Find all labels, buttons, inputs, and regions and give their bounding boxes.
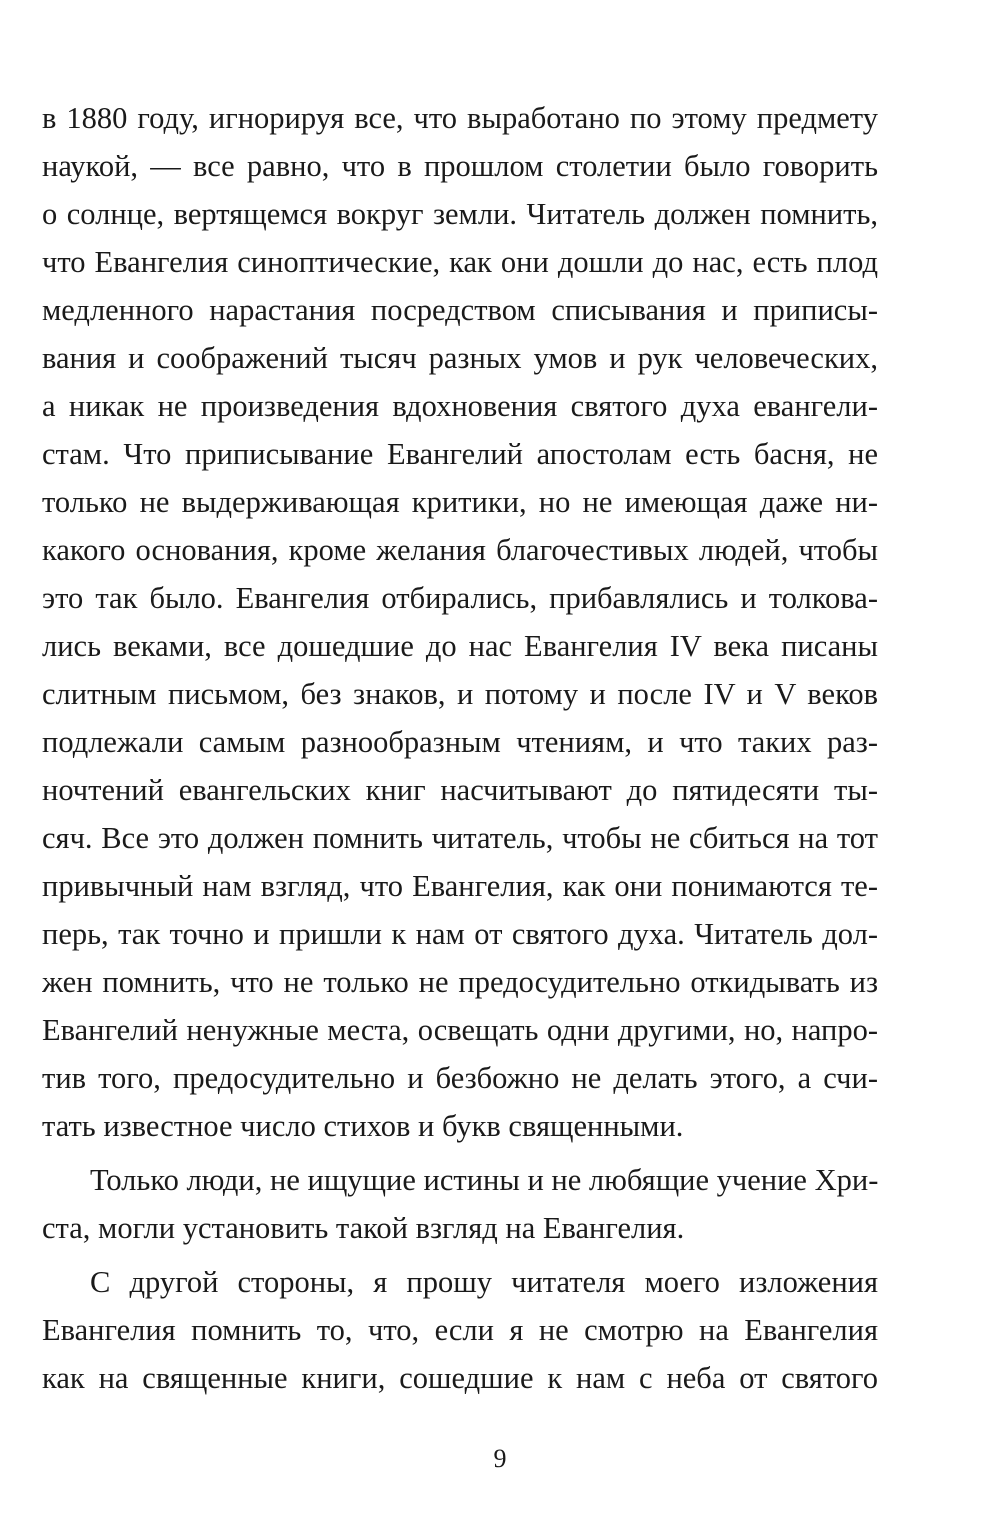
text-line: перь, так точно и пришли к нам от святого духа. Читатель дол- (42, 917, 878, 951)
text-line: как на священные книги, сошедшие к нам с неба от святого (42, 1361, 878, 1395)
text-line: ста, могли установить такой взгляд на Евангелия. (42, 1211, 685, 1245)
text-line: Евангелия помнить то, что, если я не смотрю на Евангелия (42, 1313, 878, 1347)
text-line: слитным письмом, без знаков, и потому и после IV и V веков (42, 677, 878, 711)
text-line: Только люди, не ищущие истины и не любящие учение Хри- (90, 1163, 878, 1197)
text-line: жен помнить, что не только не предосудительно откидывать из (42, 965, 878, 999)
text-line: а никак не произведения вдохновения святого духа евангели- (42, 389, 878, 423)
text-line: только не выдерживающая критики, но не имеющая даже ни- (42, 485, 878, 519)
text-line: что Евангелия синоптические, как они дошли до нас, есть плод (42, 245, 878, 279)
text-line: тив того, предосудительно и безбожно не делать этого, а счи- (42, 1061, 878, 1095)
text-line: в 1880 году, игнорируя все, что выработано по этому предмету (42, 101, 878, 135)
text-line: тать известное число стихов и букв священными. (42, 1109, 684, 1143)
text-line: Евангелий ненужные места, освещать одни другими, но, напро- (42, 1013, 878, 1047)
text-line: подлежали самым разнообразным чтениям, и что таких раз- (42, 725, 878, 759)
text-line: сяч. Все это должен помнить читатель, чтобы не сбиться на тот (42, 821, 878, 855)
text-line: вания и соображений тысяч разных умов и рук человеческих, (42, 341, 878, 375)
page-number: 9 (493, 1444, 507, 1473)
text-line: привычный нам взгляд, что Евангелия, как они понимаются те- (42, 869, 878, 903)
text-line: какого основания, кроме желания благочестивых людей, чтобы (42, 533, 878, 567)
text-line: ночтений евангельских книг насчитывают до пятидесяти ты- (42, 773, 878, 807)
text-line: это так было. Евангелия отбирались, прибавлялись и толкова- (42, 581, 878, 615)
text-line: наукой, — все равно, что в прошлом столетии было говорить (42, 149, 878, 183)
text-line: стам. Что приписывание Евангелий апостолам есть басня, не (42, 437, 878, 471)
text-line: С другой стороны, я прошу читателя моего изложения (90, 1265, 878, 1299)
text-line: медленного нарастания посредством списывания и приписы- (42, 293, 878, 327)
text-line: лись веками, все дошедшие до нас Евангелия IV века писаны (42, 629, 878, 663)
text-line: о солнце, вертящемся вокруг земли. Читатель должен помнить, (42, 197, 878, 231)
